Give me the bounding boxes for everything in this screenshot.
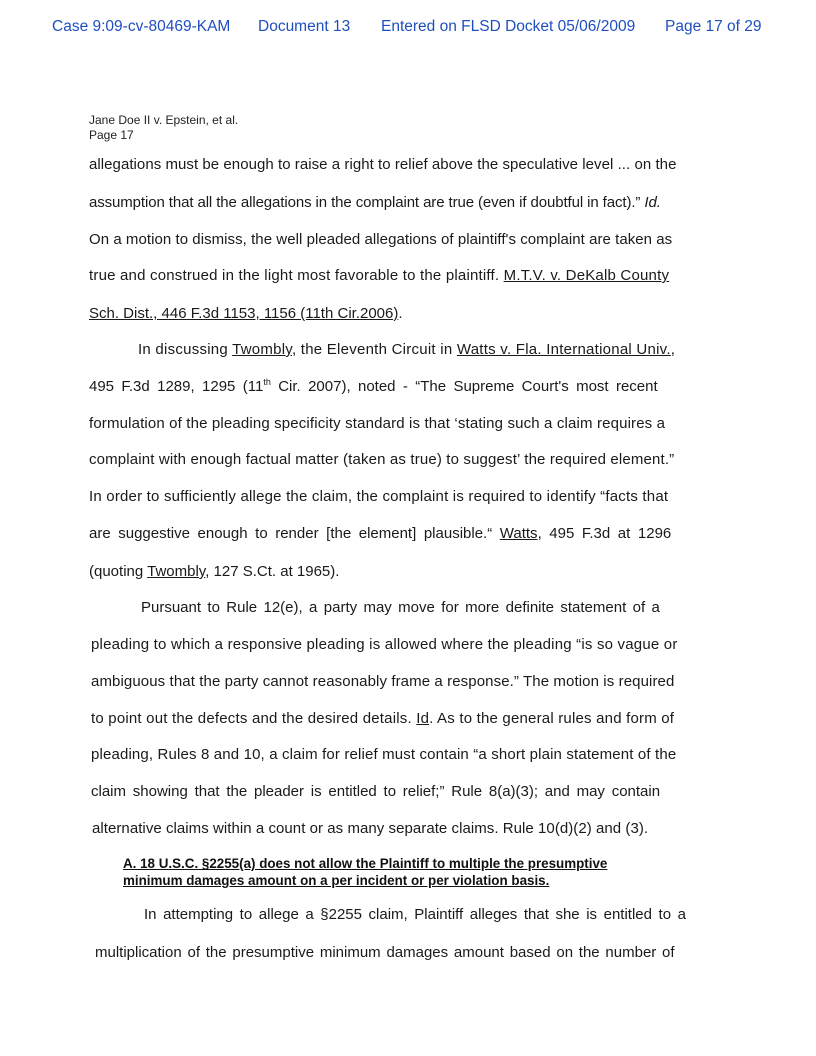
citation-watts: Watts v. Fla. International Univ. [456, 341, 671, 358]
caption-page: Page 17 [89, 128, 134, 142]
docket-header [0, 18, 816, 40]
body-line: complaint with enough factual matter (taken as true) to suggest’ the required element.” [89, 451, 675, 468]
body-line: true and construed in the light most favorable to the plaintiff. M.T.V. v. DeKalb County [89, 267, 670, 284]
citation-mtv-cont: Sch. Dist., 446 F.3d 1153, 1156 (11th Cir.2006) [89, 305, 399, 322]
body-line: assumption that all the allegations in the complaint are true (even if doubtful in fact).” Id. [89, 194, 661, 211]
body-line: to point out the defects and the desired details. Id. As to the general rules and form of [91, 710, 675, 727]
body-line: Sch. Dist., 446 F.3d 1153, 1156 (11th Cir.2006). [89, 305, 403, 322]
citation-id: Id. [644, 194, 661, 211]
header-case-number: Case 9:09-cv-80469-KAM [52, 18, 231, 35]
body-line: On a motion to dismiss, the well pleaded allegations of plaintiff's complaint are taken as [89, 231, 673, 248]
citation-twombly-short: Twombly [147, 563, 206, 580]
body-line: multiplication of the presumptive minimum damages amount based on the number of [95, 944, 675, 961]
header-page-count: Page 17 of 29 [665, 18, 762, 35]
header-document-number: Document 13 [258, 18, 351, 35]
body-line: 495 F.3d 1289, 1295 (11th Cir. 2007), noted - “The Supreme Court's most recent [89, 377, 658, 395]
citation-mtv: M.T.V. v. DeKalb County [503, 267, 670, 284]
body-line: formulation of the pleading specificity standard is that ‘stating such a claim requires a [89, 415, 666, 432]
body-line: pleading to which a responsive pleading is allowed where the pleading “is so vague or [91, 636, 678, 653]
section-heading-cont: minimum damages amount on a per incident or per violation basis. [123, 873, 550, 888]
ordinal-superscript: th [263, 377, 271, 387]
body-line: are suggestive enough to render [the element] plausible.“ Watts, 495 F.3d at 1296 [89, 525, 672, 542]
body-line: Pursuant to Rule 12(e), a party may move for more definite statement of a [141, 599, 660, 616]
caption-title: Jane Doe II v. Epstein, et al. [89, 113, 239, 127]
body-line: (quoting Twombly, 127 S.Ct. at 1965). [89, 563, 340, 580]
case-caption [89, 113, 238, 143]
citation-id-2: Id [416, 710, 430, 727]
section-heading: A. 18 U.S.C. §2255(a) does not allow the Plaintiff to multiple the presumptive [123, 856, 608, 871]
header-docket-entry: Entered on FLSD Docket 05/06/2009 [381, 18, 636, 35]
body-line: allegations must be enough to raise a right to relief above the speculative level ... on the [89, 156, 677, 173]
body-line: claim showing that the pleader is entitled to relief;” Rule 8(a)(3); and may contain [91, 783, 661, 800]
body-line: pleading, Rules 8 and 10, a claim for relief must contain “a short plain statement of the [91, 746, 677, 763]
body-line: In order to sufficiently allege the claim, the complaint is required to identify “facts that [89, 488, 669, 505]
body-line: alternative claims within a count or as many separate claims. Rule 10(d)(2) and (3). [92, 820, 649, 837]
citation-twombly: Twombly [232, 341, 292, 358]
citation-watts-short: Watts [499, 525, 538, 542]
body-line: In discussing Twombly, the Eleventh Circuit in Watts v. Fla. International Univ., [138, 341, 676, 358]
body-line: In attempting to allege a §2255 claim, Plaintiff alleges that she is entitled to a [144, 906, 686, 923]
body-line: ambiguous that the party cannot reasonably frame a response.” The motion is required [91, 673, 675, 690]
